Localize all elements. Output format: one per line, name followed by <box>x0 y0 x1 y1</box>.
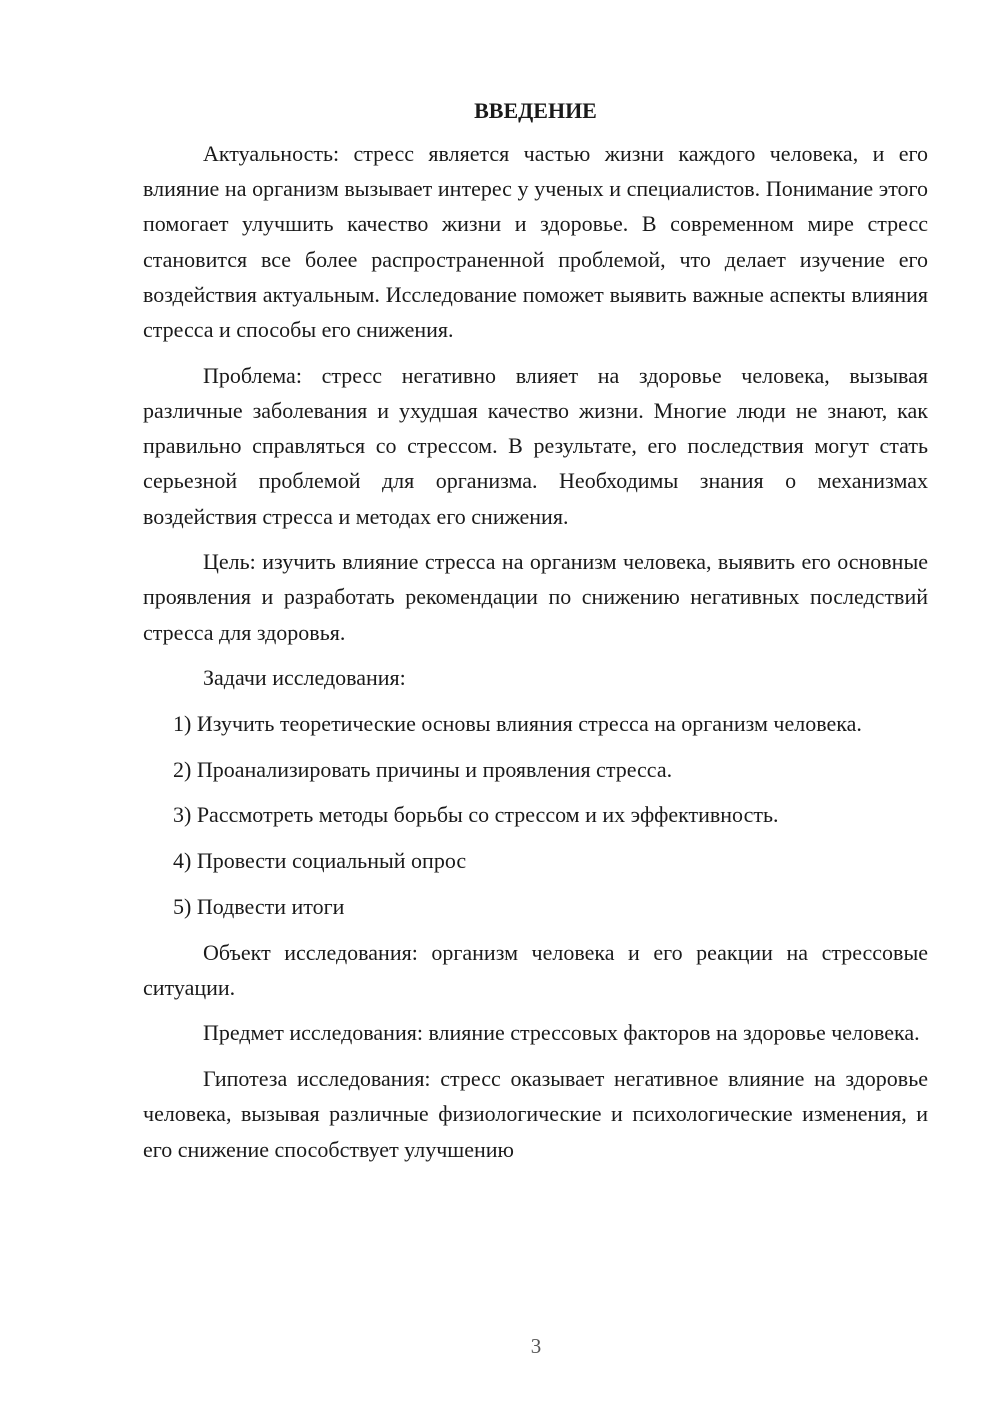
paragraph-subject: Предмет исследования: влияние стрессовых факторов на здоровье человека. <box>203 1020 920 1046</box>
paragraph-relevance: Актуальность: стресс является частью жизни каждого человека, и его влияние на организм вызывает интерес у ученых и специалистов. Понимание этого помогает улучшить качество жизни и здоровье. В современном мире стресс становится все более распространенной проблемой, что делает изучение его воздействия актуальным. Исследование поможет выявить важные аспекты влияния стресса и способы его снижения. <box>143 141 928 343</box>
task-item-2: 2) Проанализировать причины и проявления стресса. <box>173 756 673 782</box>
paragraph-object: Объект исследования: организм человека и его реакции на стрессовые ситуации. <box>143 939 928 1000</box>
paragraph-hypothesis: Гипотеза исследования: стресс оказывает негативное влияние на здоровье человека, вызывая различные физиологические и психологические изменения, и его снижение способствует улучшению <box>143 1066 928 1162</box>
task-item-3: 3) Рассмотреть методы борьбы со стрессом и их эффективность. <box>173 802 779 828</box>
paragraph-tasks-intro: Задачи исследования: <box>203 665 406 691</box>
page-content <box>143 96 928 1177</box>
task-item-1: 1) Изучить теоретические основы влияния стресса на организм человека. <box>173 711 862 737</box>
task-item-5: 5) Подвести итоги <box>173 893 345 919</box>
task-item-4: 4) Провести социальный опрос <box>173 848 467 874</box>
section-heading: ВВЕДЕНИЕ <box>474 98 597 123</box>
paragraph-problem: Проблема: стресс негативно влияет на здоровье человека, вызывая различные заболевания и ухудшая качество жизни. Многие люди не знают, как правильно справляться со стрессом. В результате, его последствия могут стать серьезной проблемой для организма. Необходимы знания о механизмах воздействия стресса и методах его снижения. <box>143 362 928 529</box>
paragraph-goal: Цель: изучить влияние стресса на организм человека, выявить его основные проявления и разработать рекомендации по снижению негативных последствий стресса для здоровья. <box>143 549 928 645</box>
page-number: 3 <box>530 1334 542 1358</box>
